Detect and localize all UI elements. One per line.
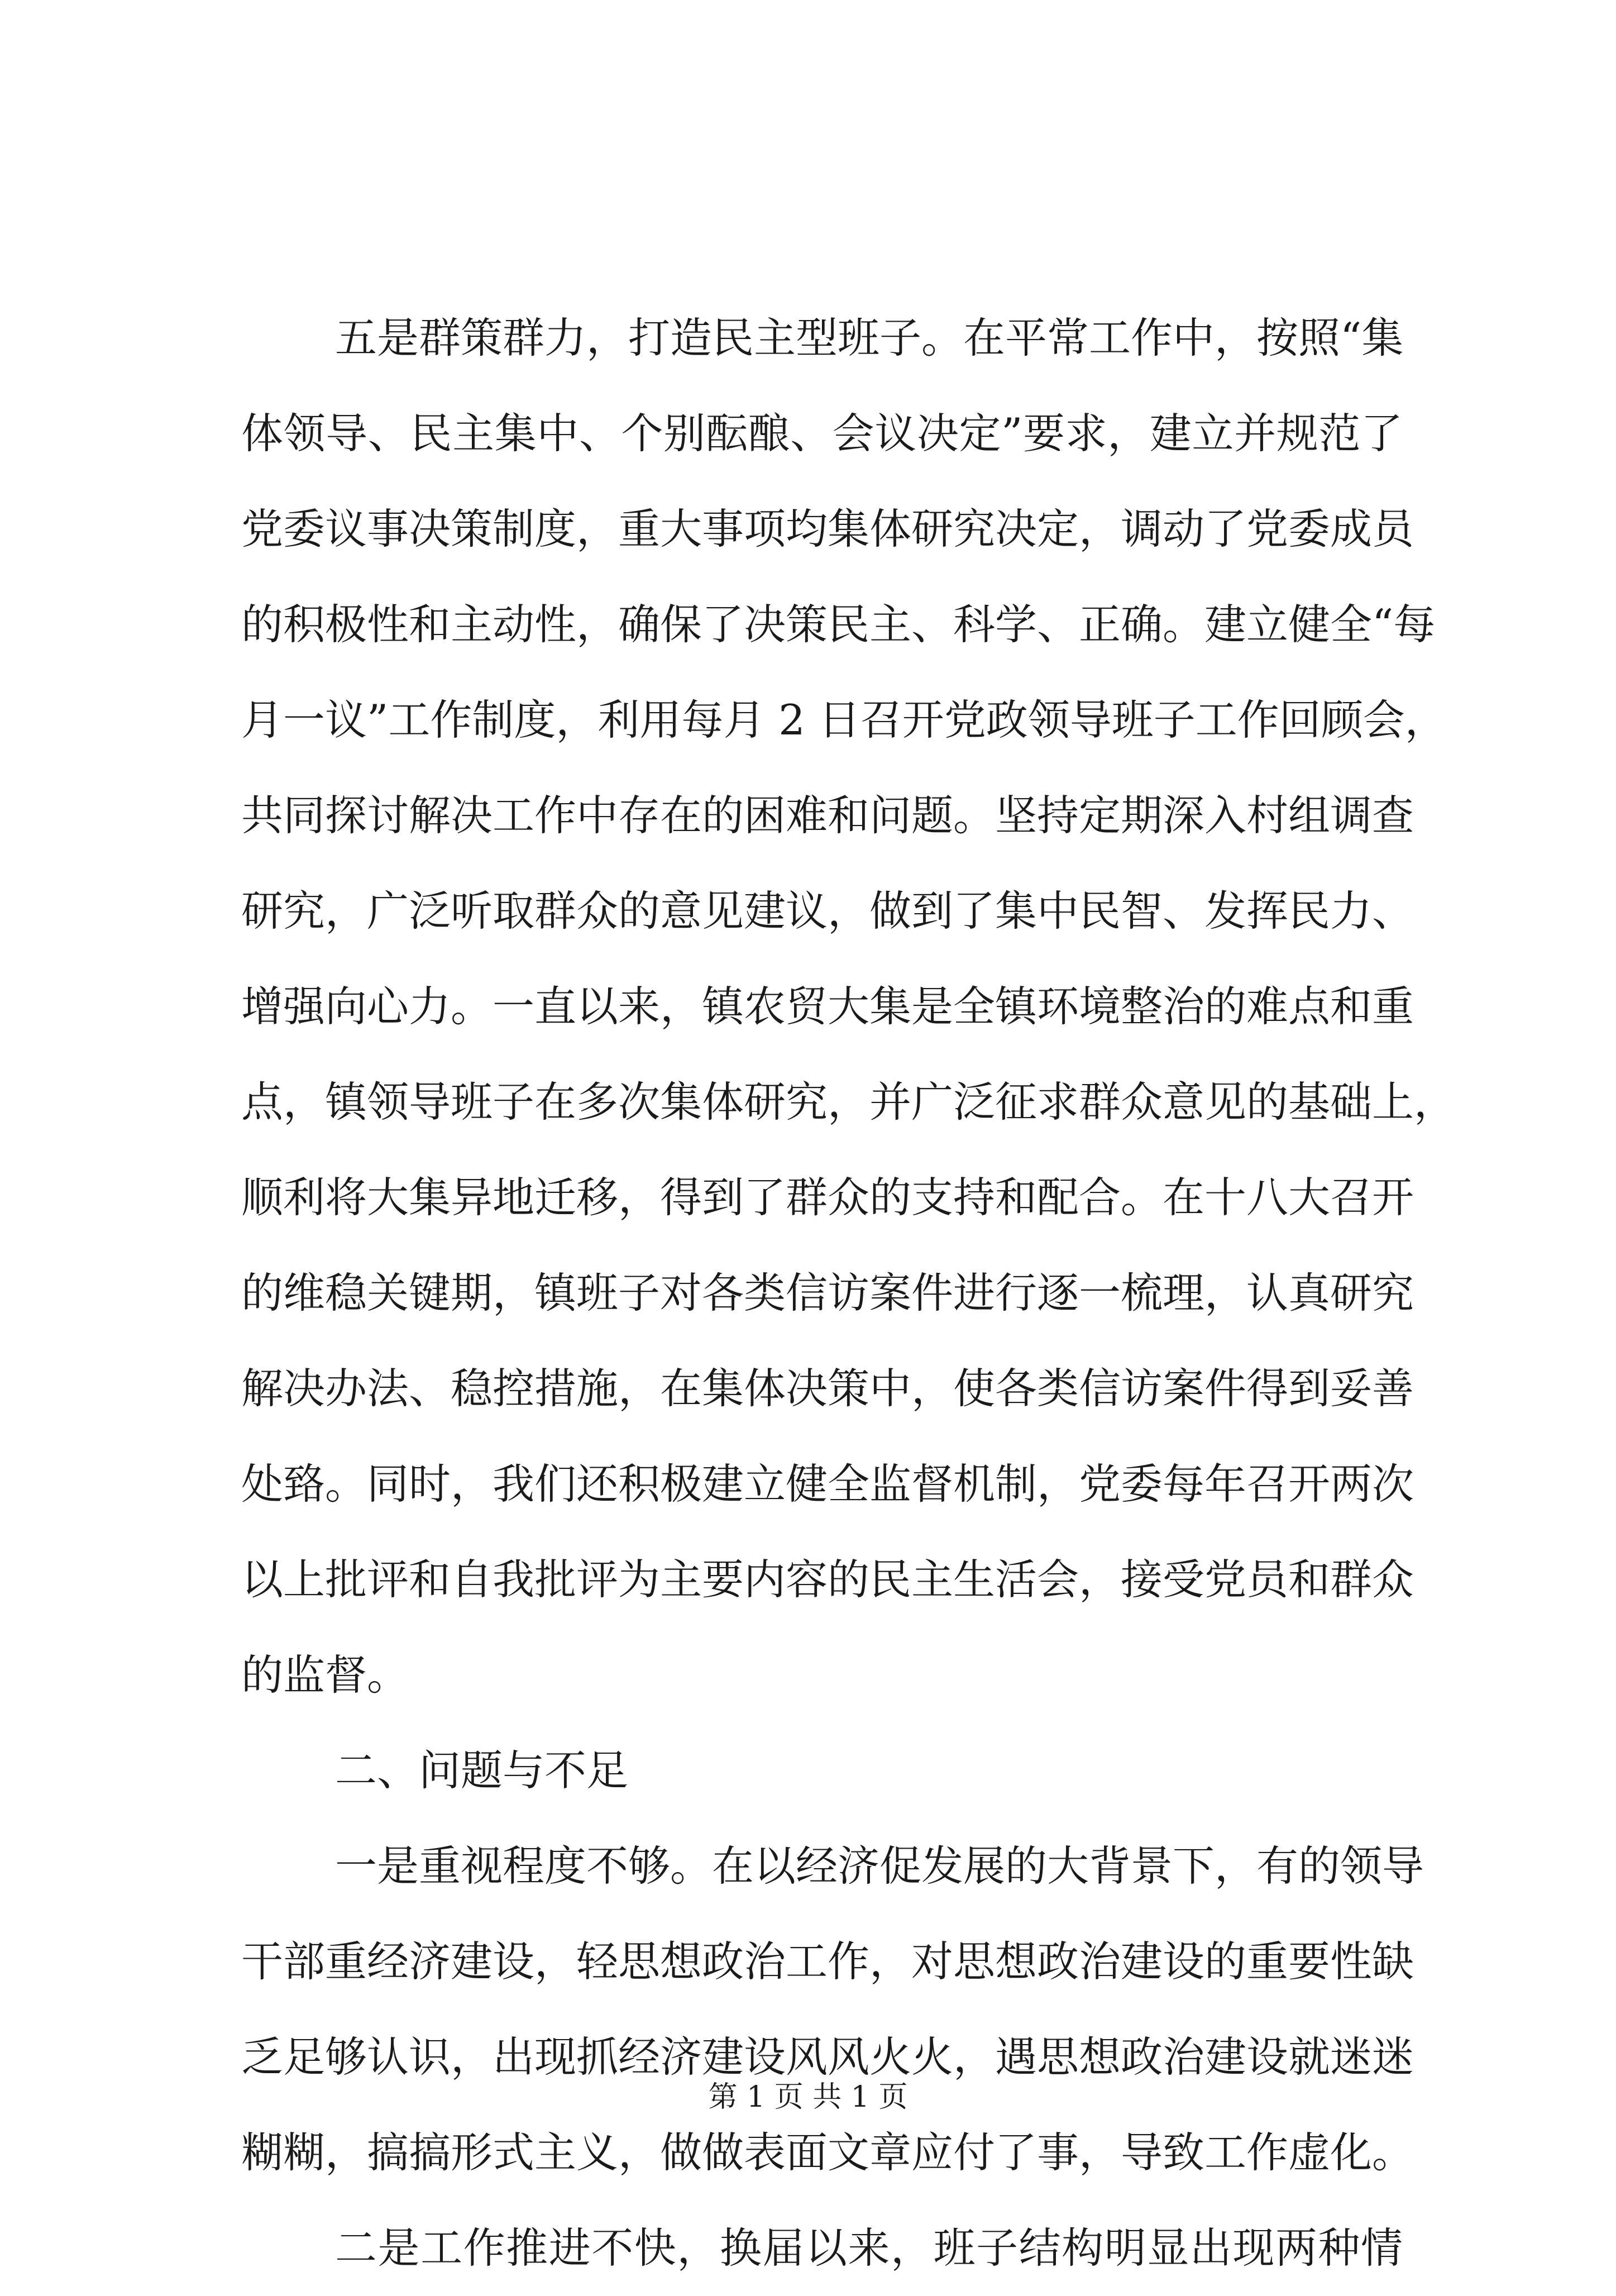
paragraph-line: 的维稳关键期，镇班子对各类信访案件进行逐一梳理，认真研究 <box>241 1268 1414 1318</box>
paragraph-line: 解决办法、稳控措施，在集体决策中，使各类信访案件得到妥善 <box>241 1364 1414 1413</box>
paragraph-line: 月一议”工作制度，利用每月 2 日召开党政领导班子工作回顾会， <box>241 695 1447 744</box>
paragraph-line: 处臵。同时，我们还积极建立健全监督机制，党委每年召开两次 <box>241 1459 1414 1509</box>
paragraph-line: 研究，广泛听取群众的意见建议，做到了集中民智、发挥民力、 <box>241 886 1414 935</box>
paragraph-line: 糊糊，搞搞形式主义，做做表面文章应付了事，导致工作虚化。 <box>241 2128 1414 2177</box>
paragraph-line: 顺利将大集异地迁移，得到了群众的支持和配合。在十八大召开 <box>241 1173 1414 1222</box>
paragraph-line: 党委议事决策制度，重大事项均集体研究决定，调动了党委成员 <box>241 504 1414 553</box>
page-number-footer: 第 1 页 共 1 页 <box>708 2080 908 2114</box>
paragraph-line: 的监督。 <box>241 1650 409 1700</box>
paragraph-line: 体领导、民主集中、个别酝酿、会议决定”要求，建立并规范了 <box>241 409 1403 458</box>
paragraph-line: 干部重经济建设，轻思想政治工作，对思想政治建设的重要性缺 <box>241 1937 1414 1986</box>
document-body <box>241 290 1456 2296</box>
section-heading: 二、问题与不足 <box>335 1746 629 1795</box>
paragraph-line: 五是群策群力，打造民主型班子。在平常工作中，按照“集 <box>335 313 1404 362</box>
paragraph-line: 共同探讨解决工作中存在的困难和问题。坚持定期深入村组调查 <box>241 791 1414 840</box>
paragraph-line: 以上批评和自我批评为主要内容的民主生活会，接受党员和群众 <box>241 1555 1414 1604</box>
paragraph-line: 的积极性和主动性，确保了决策民主、科学、正确。建立健全“每 <box>241 600 1436 649</box>
paragraph-line: 增强向心力。一直以来，镇农贸大集是全镇环境整治的难点和重 <box>241 982 1414 1031</box>
paragraph-line: 点，镇领导班子在多次集体研究，并广泛征求群众意见的基础上， <box>241 1077 1456 1126</box>
paragraph-line: 一是重视程度不够。在以经济促发展的大背景下，有的领导 <box>335 1841 1424 1891</box>
paragraph-line: 二是工作推进不快，换届以来，班子结构明显出现两种情 <box>335 2223 1403 2273</box>
paragraph-line: 乏足够认识，出现抓经济建设风风火火，遇思想政治建设就迷迷 <box>241 2032 1414 2082</box>
